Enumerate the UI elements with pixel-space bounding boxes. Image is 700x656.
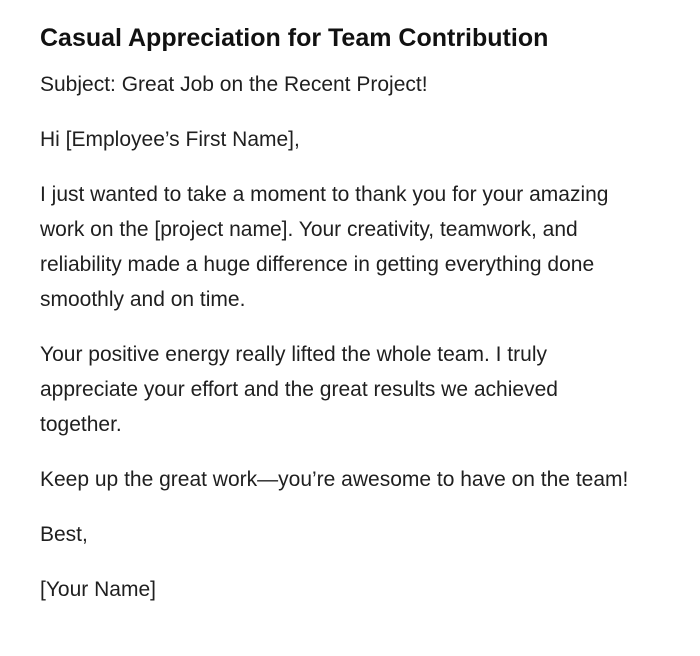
subject-line: Subject: Great Job on the Recent Project! [40,73,428,96]
body-paragraph-2: Your positive energy really lifted the whole team. I truly appreciate your effort and the great results we achieved together. [40,343,558,436]
closing-line: Keep up the great work—you’re awesome to have on the team! [40,468,629,491]
signoff-line: Best, [40,523,88,546]
page-title: Casual Appreciation for Team Contribution [40,24,549,52]
signature-placeholder: [Your Name] [40,578,156,601]
greeting-line: Hi [Employee’s First Name], [40,128,300,151]
body-paragraph-1: I just wanted to take a moment to thank you for your amazing work on the [project name]. Your creativity, teamwork, and reliability made a huge difference in getting everything done smoothly and on time. [40,183,609,311]
